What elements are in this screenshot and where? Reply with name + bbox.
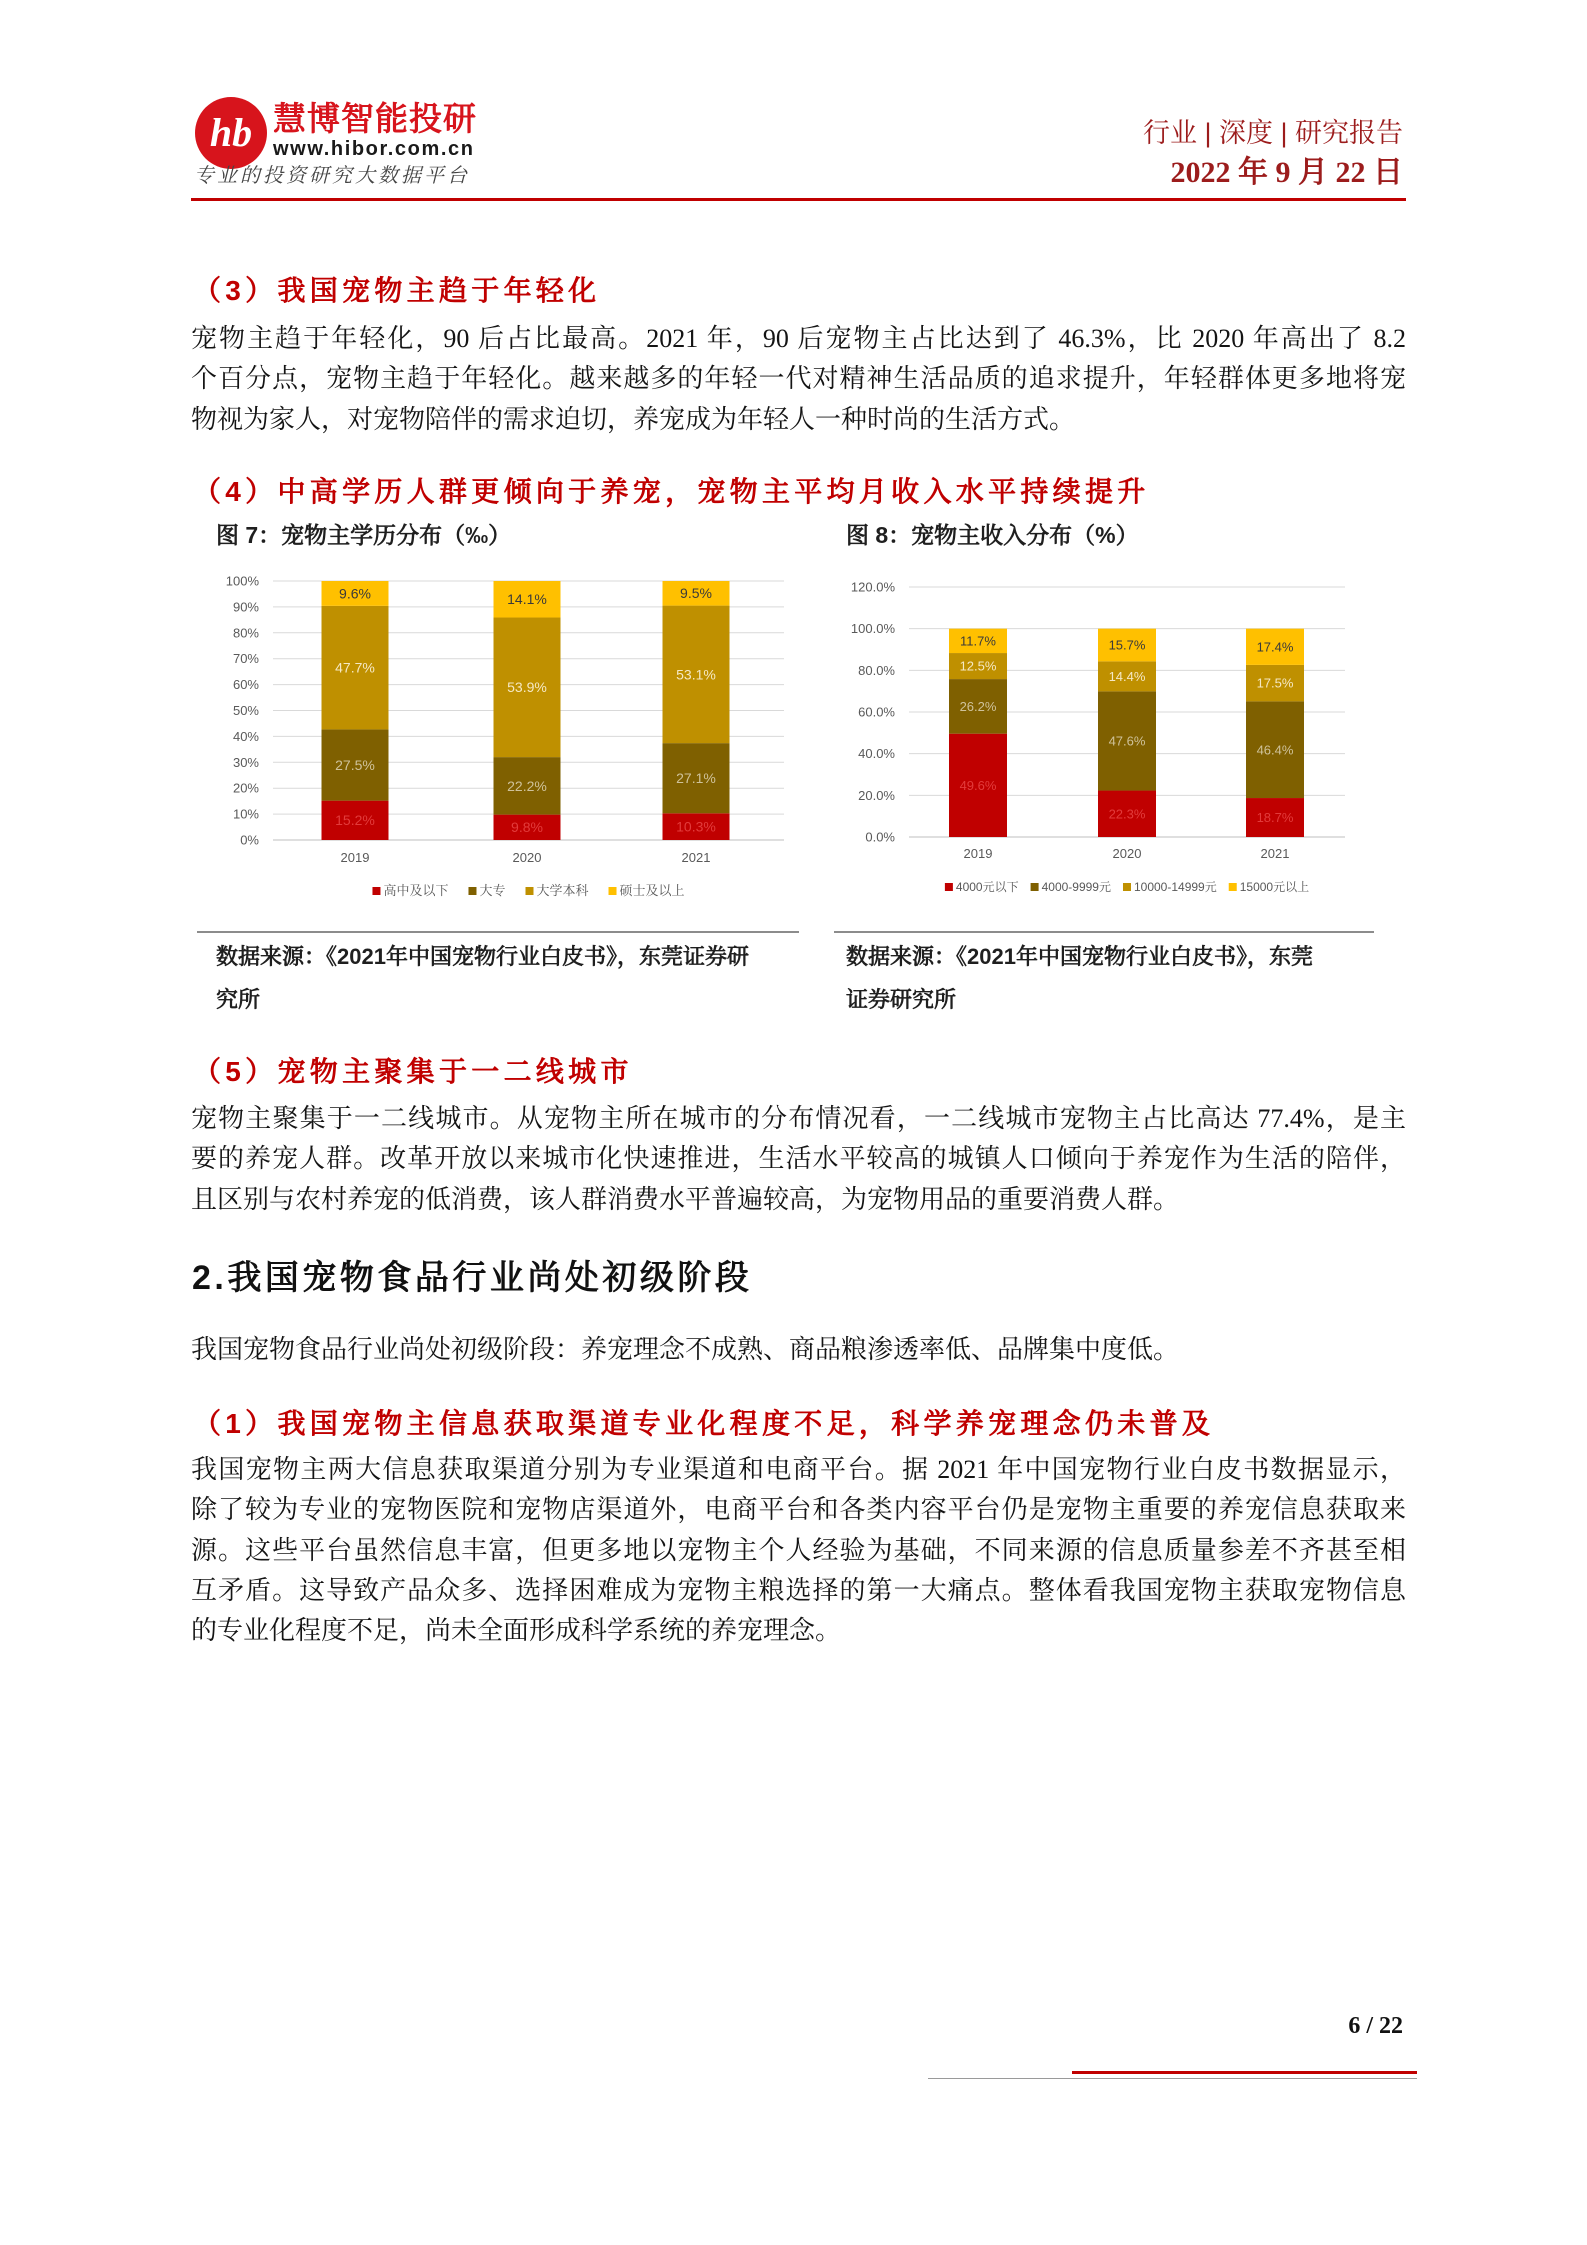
x-tick-label: 2020 bbox=[512, 850, 542, 865]
x-tick-label: 2021 bbox=[1260, 846, 1290, 861]
report-type: 行业 | 深度 | 研究报告 bbox=[1142, 118, 1403, 148]
figure-caption: 图 7：宠物主学历分布（‰） bbox=[216, 522, 512, 548]
paragraph-line: 源。这些平台虽然信息丰富，但更多地以宠物主个人经验为基础，不同来源的信息质量参差不齐甚至相 bbox=[191, 1535, 1406, 1565]
brand-slogan: 专业的投资研究大数据平台 bbox=[194, 165, 470, 187]
legend-label: 硕士及以上 bbox=[619, 883, 685, 898]
data-label: 47.7% bbox=[335, 659, 375, 676]
section-heading: （3）我国宠物主趋于年轻化 bbox=[193, 275, 601, 306]
x-tick-label: 2019 bbox=[963, 846, 993, 861]
y-tick-label: 100% bbox=[225, 573, 259, 589]
legend-item bbox=[526, 883, 589, 898]
chapter-heading: 2.我国宠物食品行业尚处初级阶段 bbox=[192, 1259, 753, 1297]
legend-label: 大专 bbox=[479, 883, 506, 898]
paragraph-line: 且区别与农村养宠的低消费，该人群消费水平普遍较高，为宠物用品的重要消费人群。 bbox=[191, 1184, 1180, 1214]
chart-legend bbox=[372, 883, 684, 898]
page-number: 6 / 22 bbox=[1348, 2013, 1403, 2039]
report-date: 2022 年 9 月 22 日 bbox=[1170, 156, 1403, 189]
data-label: 27.1% bbox=[676, 770, 716, 787]
legend-label: 15000元以上 bbox=[1239, 880, 1310, 894]
y-tick-label: 0% bbox=[240, 832, 259, 848]
source-line: 数据来源：《2021年中国宠物行业白皮书》，东莞证券研 bbox=[216, 944, 749, 969]
legend-item bbox=[1031, 880, 1111, 894]
y-tick-label: 120.0% bbox=[850, 579, 895, 595]
y-tick-label: 20% bbox=[232, 780, 259, 796]
figure-source bbox=[846, 935, 1313, 1021]
legend-label: 4000-9999元 bbox=[1041, 880, 1111, 894]
data-label: 17.4% bbox=[1256, 639, 1294, 655]
data-label: 14.1% bbox=[507, 591, 547, 608]
legend-swatch bbox=[526, 887, 534, 895]
legend-label: 大学本科 bbox=[536, 883, 589, 898]
data-label: 46.4% bbox=[1256, 742, 1294, 758]
y-tick-label: 60% bbox=[232, 677, 259, 693]
paragraph-line: 互矛盾。这导致产品众多、选择困难成为宠物主粮选择的第一大痛点。整体看我国宠物主获取宠物信息 bbox=[191, 1575, 1406, 1605]
data-label: 49.6% bbox=[959, 777, 997, 793]
paragraph bbox=[191, 1099, 1406, 1220]
paragraph-line: 我国宠物食品行业尚处初级阶段：养宠理念不成熟、商品粮渗透率低、品牌集中度低。 bbox=[191, 1335, 1180, 1364]
y-tick-label: 50% bbox=[232, 703, 259, 718]
logo-lettering: hb bbox=[209, 110, 253, 155]
data-label: 9.8% bbox=[511, 819, 543, 836]
figure-source bbox=[216, 935, 749, 1021]
source-line: 证券研究所 bbox=[846, 987, 957, 1012]
x-tick-label: 2021 bbox=[681, 850, 711, 865]
data-label: 53.1% bbox=[676, 666, 716, 683]
y-tick-label: 100.0% bbox=[850, 621, 895, 637]
data-label: 15.2% bbox=[335, 812, 375, 829]
figure-caption: 图 8：宠物主收入分布（%） bbox=[846, 522, 1139, 548]
paragraph-line: 的专业化程度不足，尚未全面形成科学系统的养宠理念。 bbox=[191, 1616, 842, 1646]
y-tick-label: 80.0% bbox=[858, 662, 895, 678]
y-tick-label: 70% bbox=[232, 651, 259, 667]
x-tick-label: 2020 bbox=[1112, 846, 1142, 861]
paragraph-line: 除了较为专业的宠物医院和宠物店渠道外，电商平台和各类内容平台仍是宠物主重要的养宠信息获取来 bbox=[191, 1495, 1406, 1525]
income-distribution-chart bbox=[834, 568, 1374, 921]
education-distribution-chart bbox=[197, 561, 799, 921]
y-tick-label: 0.0% bbox=[865, 829, 895, 845]
footer-accent-rule bbox=[1072, 2071, 1417, 2074]
legend-swatch bbox=[1123, 883, 1131, 891]
figure-divider bbox=[834, 931, 1374, 933]
paragraph-line: 个百分点，宠物主趋于年轻化。越来越多的年轻一代对精神生活品质的追求提升，年轻群体更多地将宠 bbox=[191, 364, 1406, 394]
y-tick-label: 30% bbox=[232, 754, 259, 770]
figure-divider bbox=[197, 931, 799, 933]
legend-label: 4000元以下 bbox=[955, 880, 1019, 894]
data-label: 10.3% bbox=[676, 818, 716, 835]
legend-label: 10000-14999元 bbox=[1133, 880, 1217, 894]
data-label: 9.6% bbox=[339, 585, 371, 602]
footer-rule bbox=[928, 2078, 1417, 2079]
data-label: 22.3% bbox=[1108, 806, 1146, 822]
section-heading: （5）宠物主聚集于一二线城市 bbox=[193, 1056, 633, 1087]
legend-label: 高中及以下 bbox=[383, 883, 449, 898]
header-divider bbox=[191, 198, 1406, 201]
data-label: 11.7% bbox=[960, 633, 996, 649]
data-label: 27.5% bbox=[335, 756, 375, 773]
y-tick-label: 90% bbox=[232, 599, 259, 615]
data-label: 15.7% bbox=[1108, 637, 1146, 653]
y-tick-label: 40.0% bbox=[858, 746, 895, 762]
legend-item bbox=[945, 880, 1019, 894]
legend-item bbox=[468, 883, 505, 898]
x-tick-label: 2019 bbox=[340, 850, 370, 865]
legend-swatch bbox=[609, 887, 617, 895]
hibor-logo-icon bbox=[194, 96, 268, 170]
section-heading: （4）中高学历人群更倾向于养宠，宠物主平均月收入水平持续提升 bbox=[193, 476, 1150, 507]
source-line: 数据来源：《2021年中国宠物行业白皮书》，东莞 bbox=[846, 944, 1313, 969]
legend-item bbox=[1229, 879, 1309, 894]
paragraph bbox=[191, 1330, 1406, 1370]
y-tick-label: 40% bbox=[232, 728, 259, 744]
legend-swatch bbox=[1229, 883, 1237, 891]
source-line: 究所 bbox=[216, 987, 261, 1012]
section-heading: （1）我国宠物主信息获取渠道专业化程度不足，科学养宠理念仍未普及 bbox=[193, 1408, 1215, 1439]
y-tick-label: 20.0% bbox=[858, 787, 895, 803]
legend-swatch bbox=[945, 883, 953, 891]
brand-url: www.hibor.com.cn bbox=[273, 138, 475, 160]
data-label: 26.2% bbox=[959, 698, 997, 714]
data-label: 18.7% bbox=[1256, 810, 1294, 826]
y-tick-label: 60.0% bbox=[858, 704, 895, 720]
y-tick-label: 80% bbox=[232, 625, 259, 641]
y-tick-label: 10% bbox=[232, 806, 259, 822]
data-label: 47.6% bbox=[1108, 733, 1146, 749]
data-label: 22.2% bbox=[507, 777, 547, 794]
paragraph-line: 物视为家人，对宠物陪伴的需求迫切，养宠成为年轻人一种时尚的生活方式。 bbox=[191, 404, 1076, 434]
paragraph bbox=[191, 1450, 1406, 1651]
paragraph-line: 我国宠物主两大信息获取渠道分别为专业渠道和电商平台。据 2021 年中国宠物行业白皮书数据显示， bbox=[191, 1455, 1406, 1484]
chart-legend bbox=[945, 879, 1309, 894]
data-label: 53.9% bbox=[507, 679, 547, 696]
data-label: 14.4% bbox=[1108, 668, 1146, 684]
legend-swatch bbox=[372, 887, 380, 895]
brand-name: 慧博智能投研 bbox=[273, 100, 477, 137]
legend-swatch bbox=[1031, 883, 1039, 891]
paragraph-line: 宠物主趋于年轻化，90 后占比最高。2021 年，90 后宠物主占比达到了 46.3%，比 2020 年高出了 8.2 bbox=[191, 324, 1406, 353]
paragraph-line: 要的养宠人群。改革开放以来城市化快速推进，生活水平较高的城镇人口倾向于养宠作为生活的陪伴， bbox=[191, 1144, 1406, 1174]
data-label: 17.5% bbox=[1256, 675, 1294, 691]
legend-item bbox=[1123, 880, 1217, 894]
legend-swatch bbox=[468, 887, 476, 895]
legend-item bbox=[372, 883, 448, 898]
legend-item bbox=[609, 883, 685, 898]
paragraph-line: 宠物主聚集于一二线城市。从宠物主所在城市的分布情况看，一二线城市宠物主占比高达 77.4%，是主 bbox=[191, 1104, 1406, 1133]
paragraph bbox=[191, 319, 1406, 440]
data-label: 12.5% bbox=[959, 658, 997, 674]
data-label: 9.5% bbox=[680, 585, 712, 602]
